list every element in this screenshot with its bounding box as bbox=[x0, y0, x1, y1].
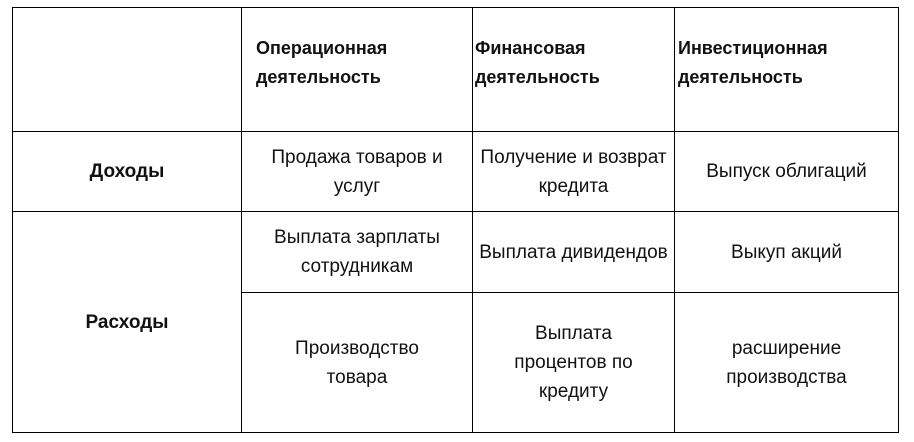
income-financial: Получение и возврат кредита bbox=[480, 146, 667, 197]
expense-financial-1: Выплата дивидендов bbox=[479, 241, 668, 263]
header-investment: Инвестиционная деятельность bbox=[678, 38, 828, 87]
expense-operational-1: Выплата зарплаты сотрудникам bbox=[274, 227, 440, 277]
income-investment: Выпуск облигаций bbox=[706, 161, 867, 182]
header-operational: Операционная деятельность bbox=[256, 38, 388, 87]
table-border-bottom bbox=[12, 432, 899, 433]
expense-financial-2: Выплата процентов по кредиту bbox=[514, 323, 633, 402]
row-label-income: Доходы bbox=[89, 161, 165, 182]
expense-investment-2: расширение производства bbox=[726, 337, 847, 388]
expense-investment-1: Выкуп акций bbox=[731, 241, 842, 263]
header-financial: Финансовая деятельность bbox=[475, 38, 600, 87]
row-label-expenses: Расходы bbox=[85, 311, 169, 333]
expense-operational-2: Производство товара bbox=[295, 337, 419, 388]
income-operational: Продажа товаров и услуг bbox=[271, 146, 443, 197]
table-border-right bbox=[898, 7, 899, 433]
